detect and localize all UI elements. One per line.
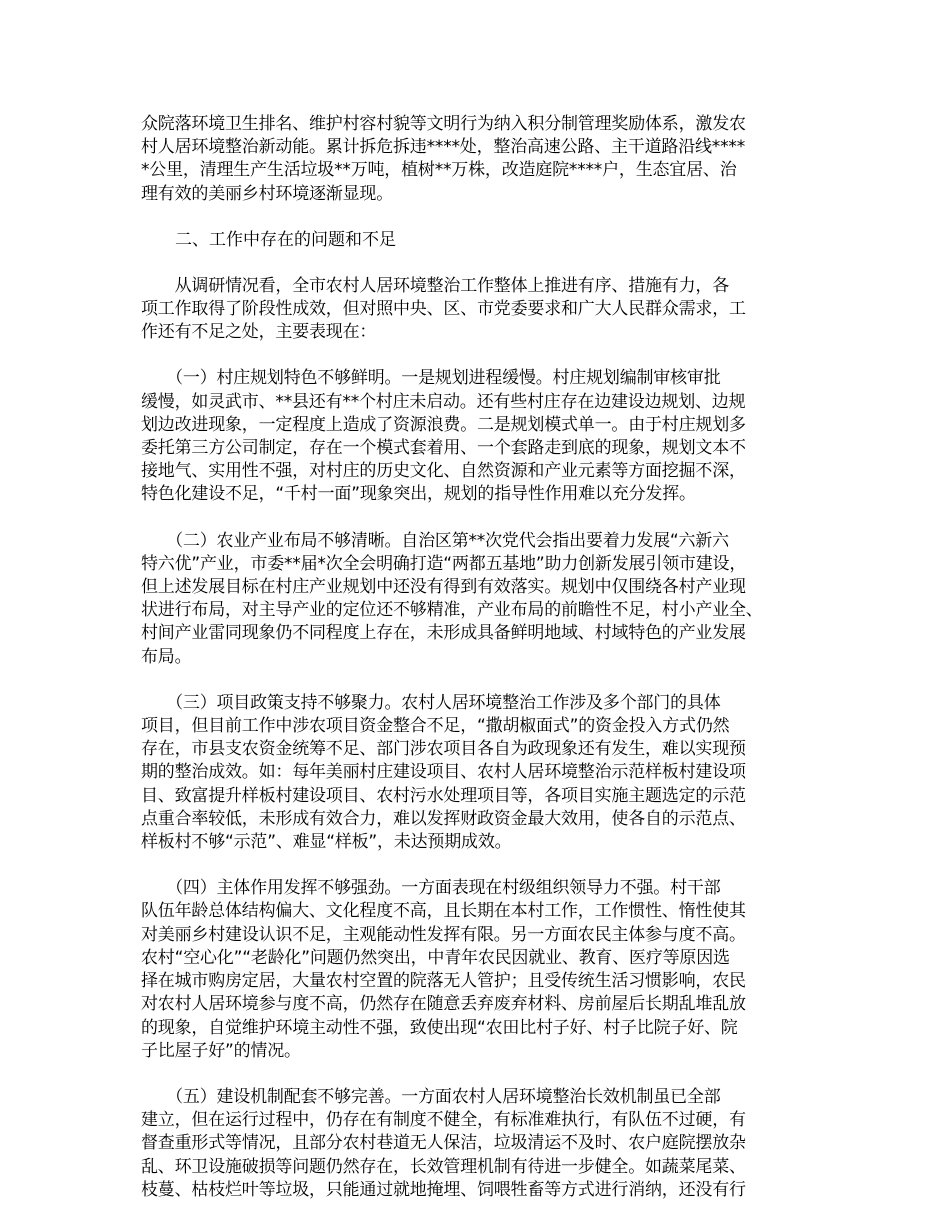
issue-paragraph-4	[141, 877, 817, 1063]
section-heading	[141, 229, 817, 252]
issue-paragraph-3	[141, 692, 817, 854]
text-line: 乱、环卫设施破损等问题仍然存在，长效管理机制有待进一步健全。如蔬菜尾菜、	[141, 1156, 746, 1177]
text-line: （五）建设机制配套不够完善。一方面农村人居环境整治长效机制虽已全部	[141, 1086, 721, 1107]
text-line: 作还有不足之处，主要表现在：	[141, 322, 377, 343]
text-line: 众院落环境卫生排名、维护村容村貌等文明行为纳入积分制管理奖励体系，激发农	[141, 114, 746, 134]
text-line: （三）项目政策支持不够聚力。农村人居环境整治工作涉及多个部门的具体	[141, 692, 721, 713]
section-heading-text: 二、工作中存在的问题和不足	[141, 229, 396, 250]
overview-paragraph	[141, 275, 817, 345]
issue-paragraph-2	[141, 530, 817, 669]
text-line: （二）农业产业布局不够清晰。自治区第**次党代会指出要着力发展“六新六	[141, 530, 729, 551]
text-line: 期的整治成效。如：每年美丽村庄建设项目、农村人居环境整治示范样板村建设项	[141, 762, 746, 783]
text-line: 枝蔓、枯枝烂叶等垃圾，只能通过就地掩埋、饲喂牲畜等方式进行消纳，还没有行	[141, 1179, 746, 1200]
text-line: 督查重形式等情况，且部分农村巷道无人保洁，垃圾清运不及时、农户庭院摆放杂	[141, 1133, 746, 1154]
text-line: 农村“空心化”“老龄化”问题仍然突出，中青年农民因就业、教育、医疗等原因选	[141, 947, 730, 968]
text-line: 项目，但目前工作中涉农项目资金整合不足，“撒胡椒面式”的资金投入方式仍然	[141, 716, 730, 737]
text-line: 布局。	[141, 646, 192, 667]
text-line: （一）村庄规划特色不够鲜明。一是规划进程缓慢。村庄规划编制审核审批	[141, 368, 721, 389]
text-line: 但上述发展目标在村庄产业规划中还没有得到有效落实。规划中仅围绕各村产业现	[141, 577, 746, 598]
text-line: （四）主体作用发挥不够强劲。一方面表现在村级组织领导力不强。村干部	[141, 878, 721, 899]
text-line: 从调研情况看，全市农村人居环境整治工作整体上推进有序、措施有力，各	[141, 275, 729, 296]
text-line: 接地气、实用性不强，对村庄的历史文化、自然资源和产业元素等方面挖掘不深，	[141, 461, 746, 482]
text-line: 点重合率较低，未形成有效合力，难以发挥财政资金最大效用，使各自的示范点、	[141, 808, 746, 829]
text-line: 理有效的美丽乡村环境逐渐显现。	[141, 183, 393, 204]
text-line: *公里，清理生产生活垃圾**万吨，植树**万株，改造庭院****户，生态宜居、治	[141, 160, 737, 181]
text-line: 项工作取得了阶段性成效，但对照中央、区、市党委要求和广大人民群众需求，工	[141, 299, 746, 320]
text-line: 存在，市县支农资金统筹不足、部门涉农项目各自为政现象还有发生，难以实现预	[141, 739, 746, 760]
issue-paragraph-1	[141, 367, 817, 506]
text-line: 特色化建设不足，“千村一面”现象突出，规划的指导性作用难以充分发挥。	[141, 484, 696, 505]
text-line: 样板村不够“示范”、难显“样板”，未达预期成效。	[141, 832, 512, 853]
intro-paragraph	[141, 113, 817, 206]
text-line: 目、致富提升样板村建设项目、农村污水处理项目等，各项目实施主题选定的示范	[141, 785, 746, 806]
text-line: 村间产业雷同现象仍不同程度上存在，未形成具备鲜明地域、村域特色的产业发展	[141, 623, 746, 644]
text-line: 缓慢，如灵武市、**县还有**个村庄未启动。还有些村庄存在边建设边规划、边规	[141, 391, 746, 412]
text-line: 的现象，自觉维护环境主动性不强，致使出现“农田比村子好、村子比院子好、院	[141, 1017, 738, 1038]
text-line: 委托第三方公司制定，存在一个模式套着用、一个套路走到底的现象，规划文本不	[141, 438, 746, 459]
text-line: 队伍年龄总体结构偏大、文化程度不高，且长期在本村工作，工作惯性、惰性使其	[141, 901, 746, 922]
text-line: 建立，但在运行过程中，仍存在有制度不健全，有标准难执行，有队伍不过硬，有	[141, 1110, 746, 1131]
text-line: 划边改进现象，一定程度上造成了资源浪费。二是规划模式单一。由于村庄规划多	[141, 414, 746, 435]
text-line: 村人居环境整治新动能。累计拆危拆违****处，整治高速公路、主干道路沿线****	[141, 137, 745, 158]
text-line: 对美丽乡村建设认识不足，主观能动性发挥有限。另一方面农民主体参与度不高。	[141, 924, 746, 945]
text-line: 状进行布局，对主导产业的定位还不够精准，产业布局的前瞻性不足，村小产业全、	[141, 600, 763, 621]
text-line: 择在城市购房定居，大量农村空置的院落无人管护；且受传统生活习惯影响，农民	[141, 971, 746, 992]
document-body	[141, 113, 817, 1202]
text-line: 特六优”产业，市委**届*次全会明确打造“两都五基地”助力创新发展引领市建设，	[141, 553, 747, 574]
issue-paragraph-5	[141, 1086, 817, 1202]
text-line: 对农村人居环境参与度不高，仍然存在随意丢弃废弃材料、房前屋后长期乱堆乱放	[141, 994, 746, 1015]
text-line: 子比屋子好”的情况。	[141, 1040, 301, 1061]
